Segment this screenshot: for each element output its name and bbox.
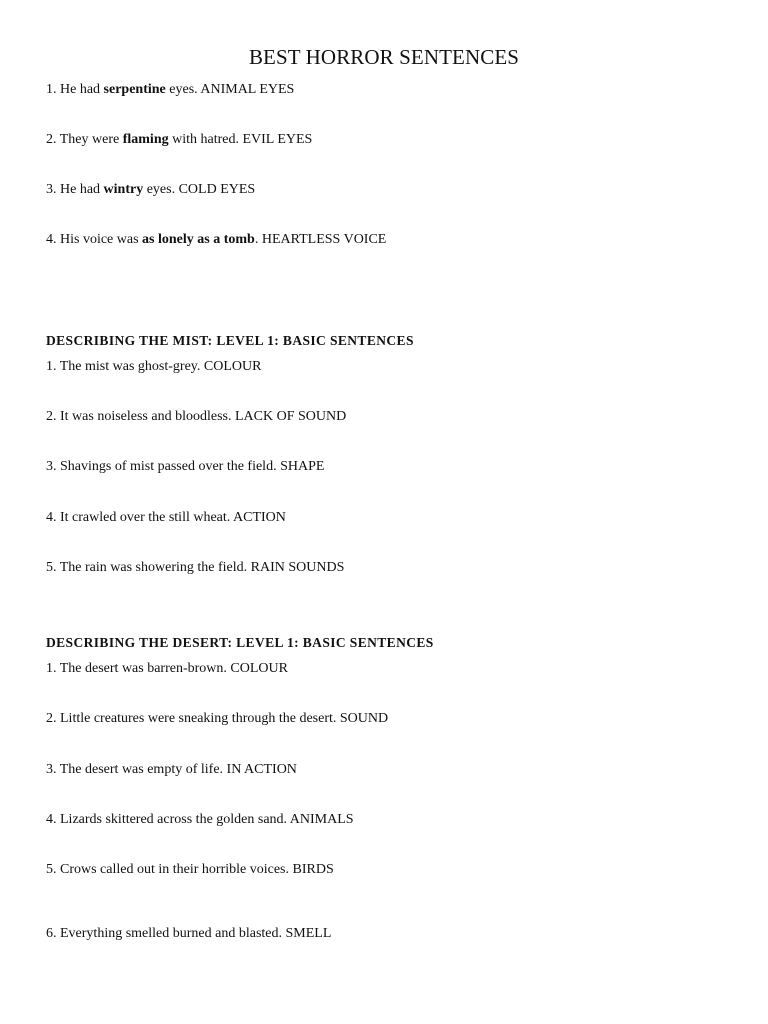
mist-sentence-1	[46, 358, 261, 376]
sentence-text: Shavings of mist passed over the field. SHAPE	[60, 459, 325, 474]
item-number: 3.	[46, 762, 57, 777]
mist-sentence-2	[46, 408, 346, 426]
sentence-post: eyes. ANIMAL EYES	[165, 82, 295, 97]
desert-sentence-3	[46, 761, 297, 779]
item-number: 1.	[46, 82, 57, 97]
sentence-text: The mist was ghost-grey. COLOUR	[59, 359, 262, 374]
desert-sentence-2	[46, 710, 388, 728]
item-number: 3.	[46, 182, 57, 197]
item-number: 5.	[46, 560, 57, 575]
sentence-pre: He had	[60, 82, 104, 97]
sentence-text: The desert was barren-brown. COLOUR	[59, 661, 288, 676]
eyes-sentence-1	[46, 81, 294, 99]
sentence-pre: They were	[59, 132, 123, 147]
eyes-sentence-4	[46, 231, 386, 249]
sentence-text: Little creatures were sneaking through the desert. SOUND	[60, 711, 389, 726]
mist-sentence-5	[46, 559, 344, 577]
item-number: 3.	[46, 459, 57, 474]
sentence-bold: as lonely as a tomb	[142, 232, 255, 247]
desert-sentence-5	[46, 861, 334, 879]
sentence-post: eyes. COLD EYES	[143, 182, 256, 197]
desert-sentence-1	[46, 660, 288, 678]
sentence-bold: flaming	[122, 132, 169, 147]
sentence-bold: wintry	[103, 182, 144, 197]
sentence-text: It was noiseless and bloodless. LACK OF SOUND	[60, 409, 347, 424]
sentence-text: Crows called out in their horrible voices. BIRDS	[60, 862, 334, 877]
sentence-text: The desert was empty of life. IN ACTION	[59, 762, 297, 777]
item-number: 4.	[46, 510, 57, 525]
sentence-text: The rain was showering the field. RAIN SOUNDS	[59, 560, 345, 575]
item-number: 4.	[46, 812, 57, 827]
eyes-sentence-3	[46, 181, 255, 199]
item-number: 6.	[46, 926, 57, 941]
sentence-pre: His voice was	[60, 232, 143, 247]
sentence-post: with hatred. EVIL EYES	[168, 132, 313, 147]
sentence-text: Lizards skittered across the golden sand. ANIMALS	[60, 812, 354, 827]
item-number: 2.	[46, 132, 57, 147]
page-title: BEST HORROR SENTENCES	[248, 45, 520, 69]
desert-sentence-6	[46, 925, 331, 943]
desert-sentence-4	[46, 811, 354, 829]
item-number: 4.	[46, 232, 57, 247]
eyes-sentence-2	[46, 131, 312, 149]
item-number: 2.	[46, 711, 57, 726]
item-number: 1.	[46, 359, 57, 374]
mist-section-heading: DESCRIBING THE MIST: LEVEL 1: BASIC SENTENCES	[46, 333, 414, 348]
item-number: 5.	[46, 862, 57, 877]
sentence-post: . HEARTLESS VOICE	[254, 232, 387, 247]
sentence-text: Everything smelled burned and blasted. SMELL	[60, 926, 332, 941]
sentence-bold: serpentine	[103, 82, 166, 97]
desert-section-heading: DESCRIBING THE DESERT: LEVEL 1: BASIC SENTENCES	[46, 635, 434, 650]
mist-sentence-3	[46, 458, 324, 476]
item-number: 1.	[46, 661, 57, 676]
sentence-text: It crawled over the still wheat. ACTION	[60, 510, 286, 525]
mist-sentence-4	[46, 509, 286, 527]
item-number: 2.	[46, 409, 57, 424]
sentence-pre: He had	[60, 182, 104, 197]
